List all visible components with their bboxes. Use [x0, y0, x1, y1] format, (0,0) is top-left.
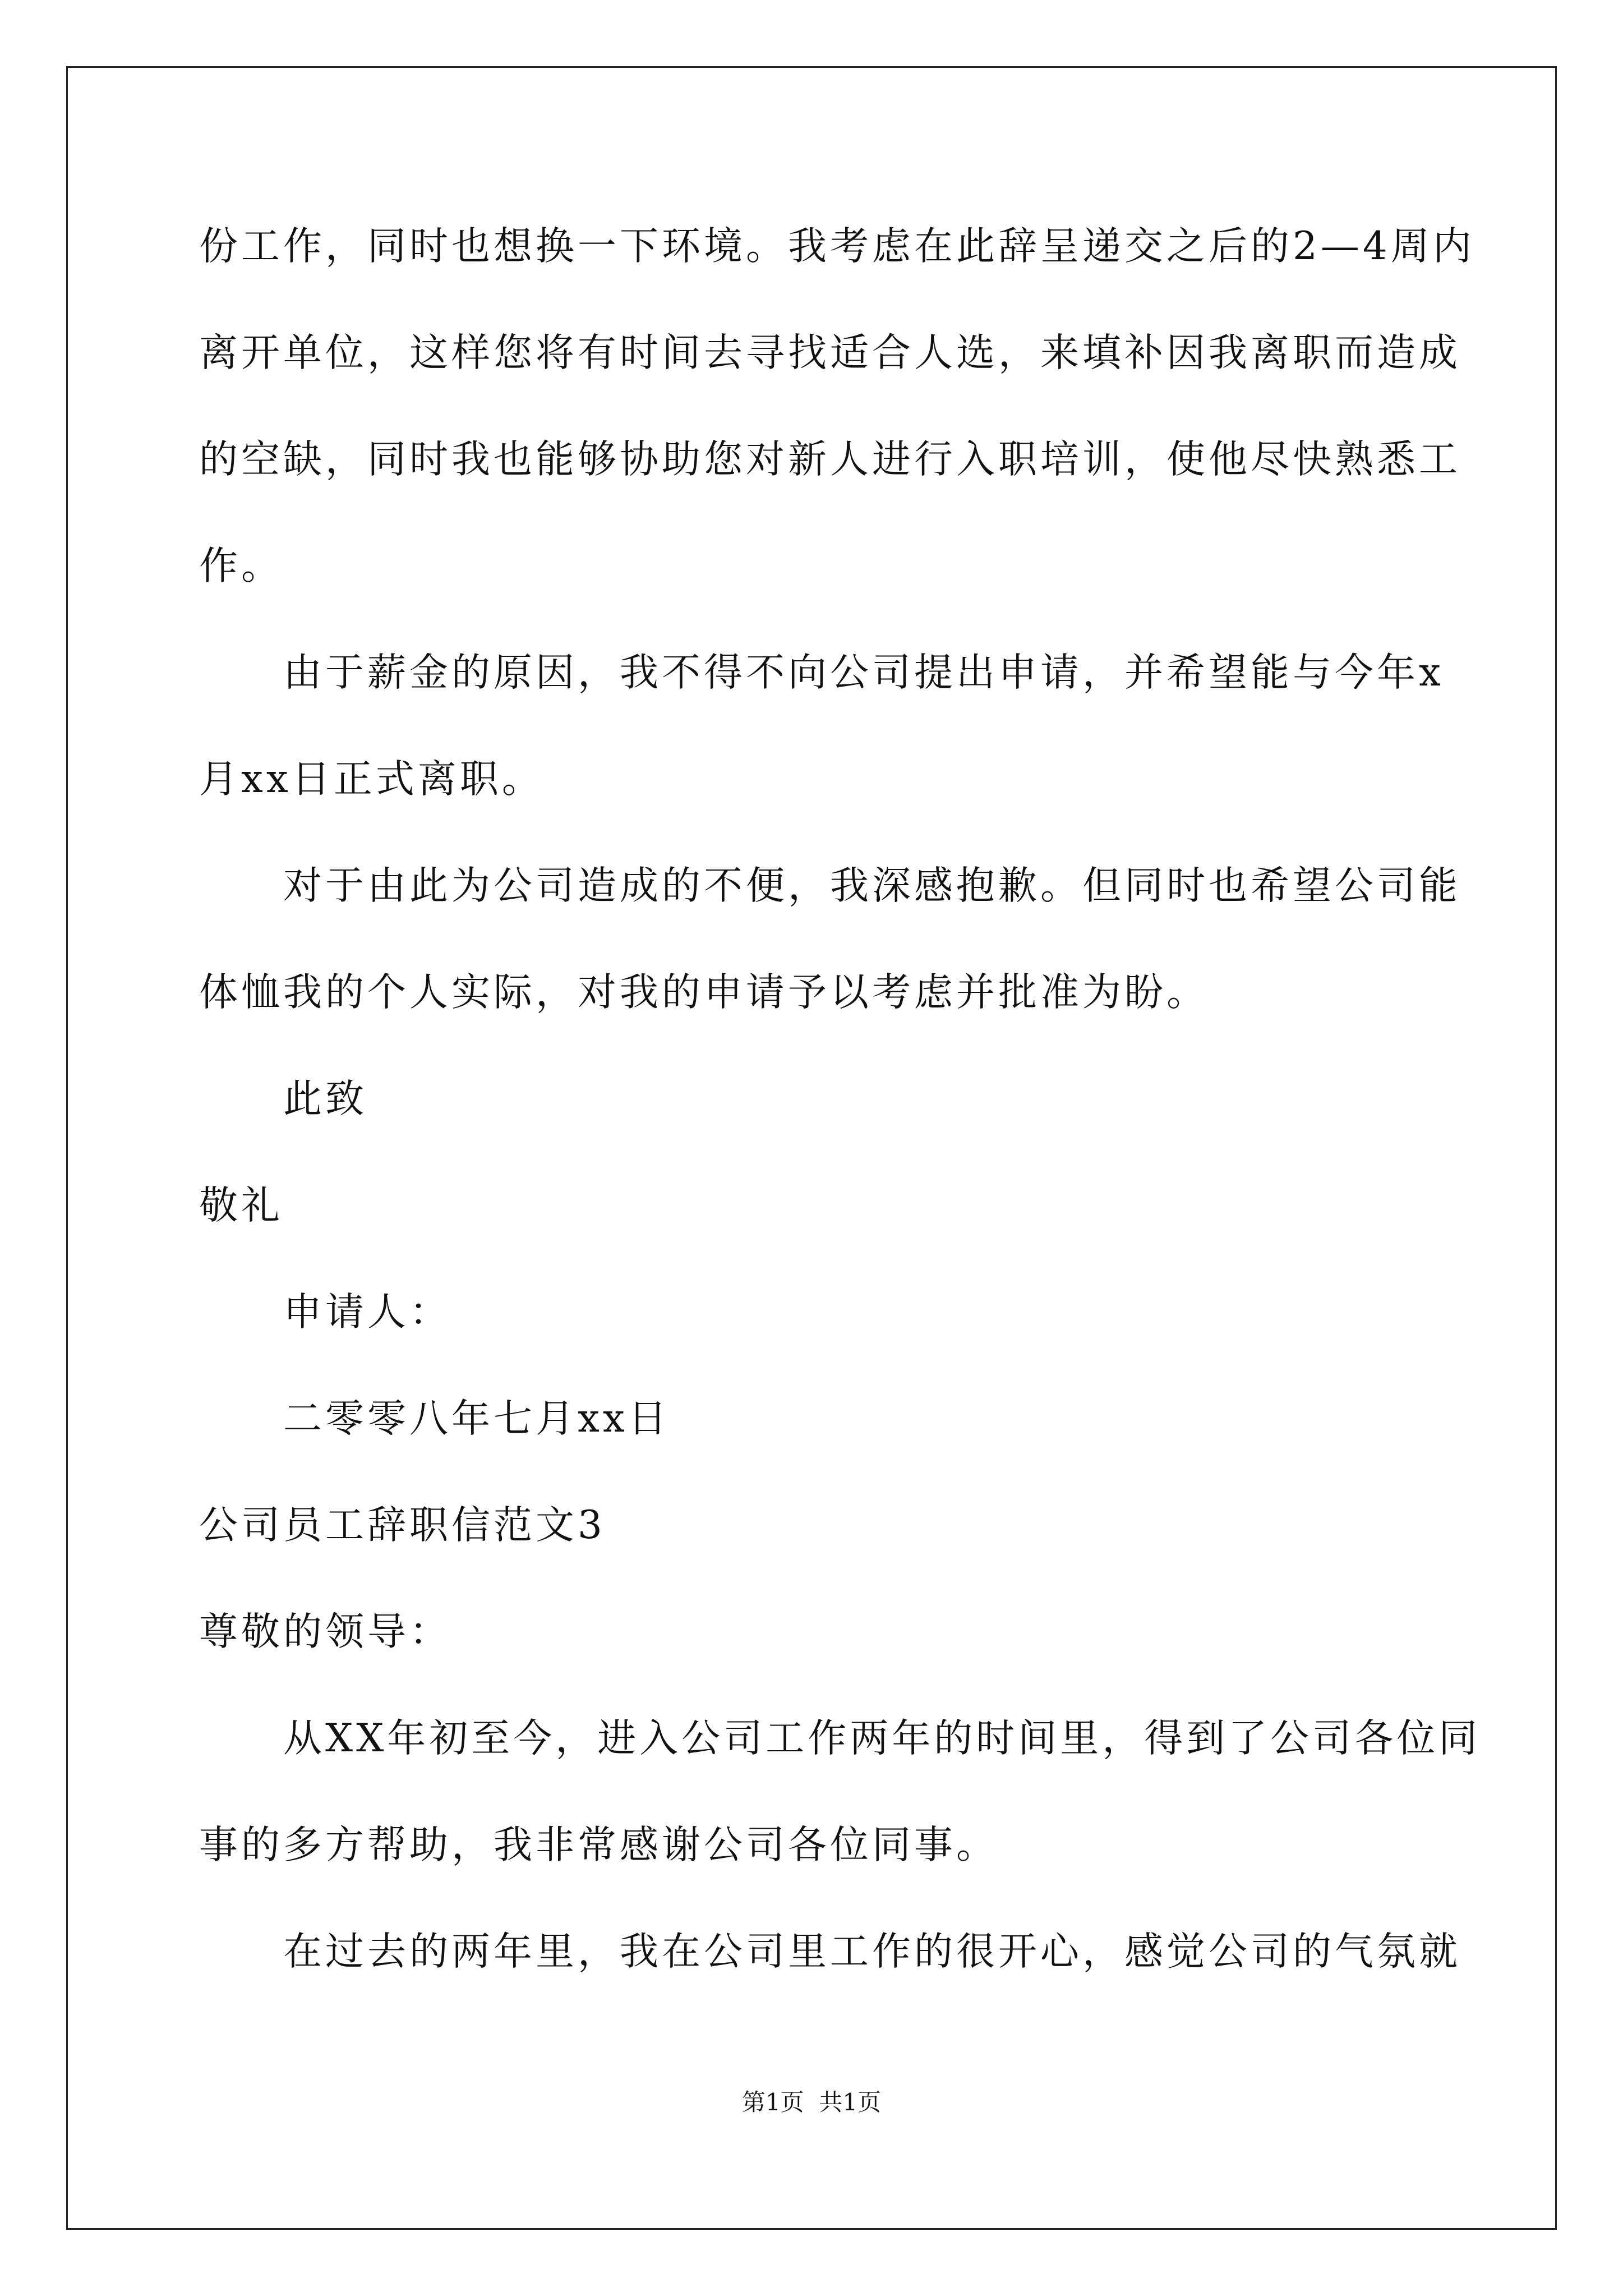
text-line-2: 离开单位，这样您将有时间去寻找适合人选，来填补因我离职而造成 — [199, 330, 1461, 375]
section-title: 公司员工辞职信范文3 — [199, 1503, 606, 1548]
text-line-7: 对于由此为公司造成的不便，我深感抱歉。但同时也希望公司能 — [283, 863, 1461, 908]
page-footer: 第1页 共1页 — [741, 2088, 882, 2116]
text-line-4: 作。 — [199, 544, 283, 588]
salutation-line: 敬礼 — [199, 1183, 283, 1228]
applicant-label: 申请人： — [283, 1290, 451, 1335]
text-line-15: 从XX年初至今，进入公司工作两年的时间里，得到了公司各位同 — [283, 1716, 1481, 1761]
text-line-5: 由于薪金的原因，我不得不向公司提出申请，并希望能与今年x — [283, 650, 1444, 695]
text-line-3: 的空缺，同时我也能够协助您对新人进行入职培训，使他尽快熟悉工 — [199, 437, 1461, 482]
page-border — [66, 66, 1557, 2230]
text-line-16: 事的多方帮助，我非常感谢公司各位同事。 — [199, 1823, 998, 1867]
date-line: 二零零八年七月xx日 — [283, 1396, 670, 1441]
text-line-1: 份工作，同时也想换一下环境。我考虑在此辞呈递交之后的2—4周内 — [199, 224, 1475, 269]
closing-line: 此致 — [283, 1076, 367, 1121]
text-line-8: 体恤我的个人实际，对我的申请予以考虑并批准为盼。 — [199, 970, 1209, 1015]
text-line-17: 在过去的两年里，我在公司里工作的很开心，感觉公司的气氛就 — [283, 1929, 1461, 1974]
text-line-6: 月xx日正式离职。 — [199, 757, 544, 802]
greeting-line: 尊敬的领导： — [199, 1609, 451, 1654]
